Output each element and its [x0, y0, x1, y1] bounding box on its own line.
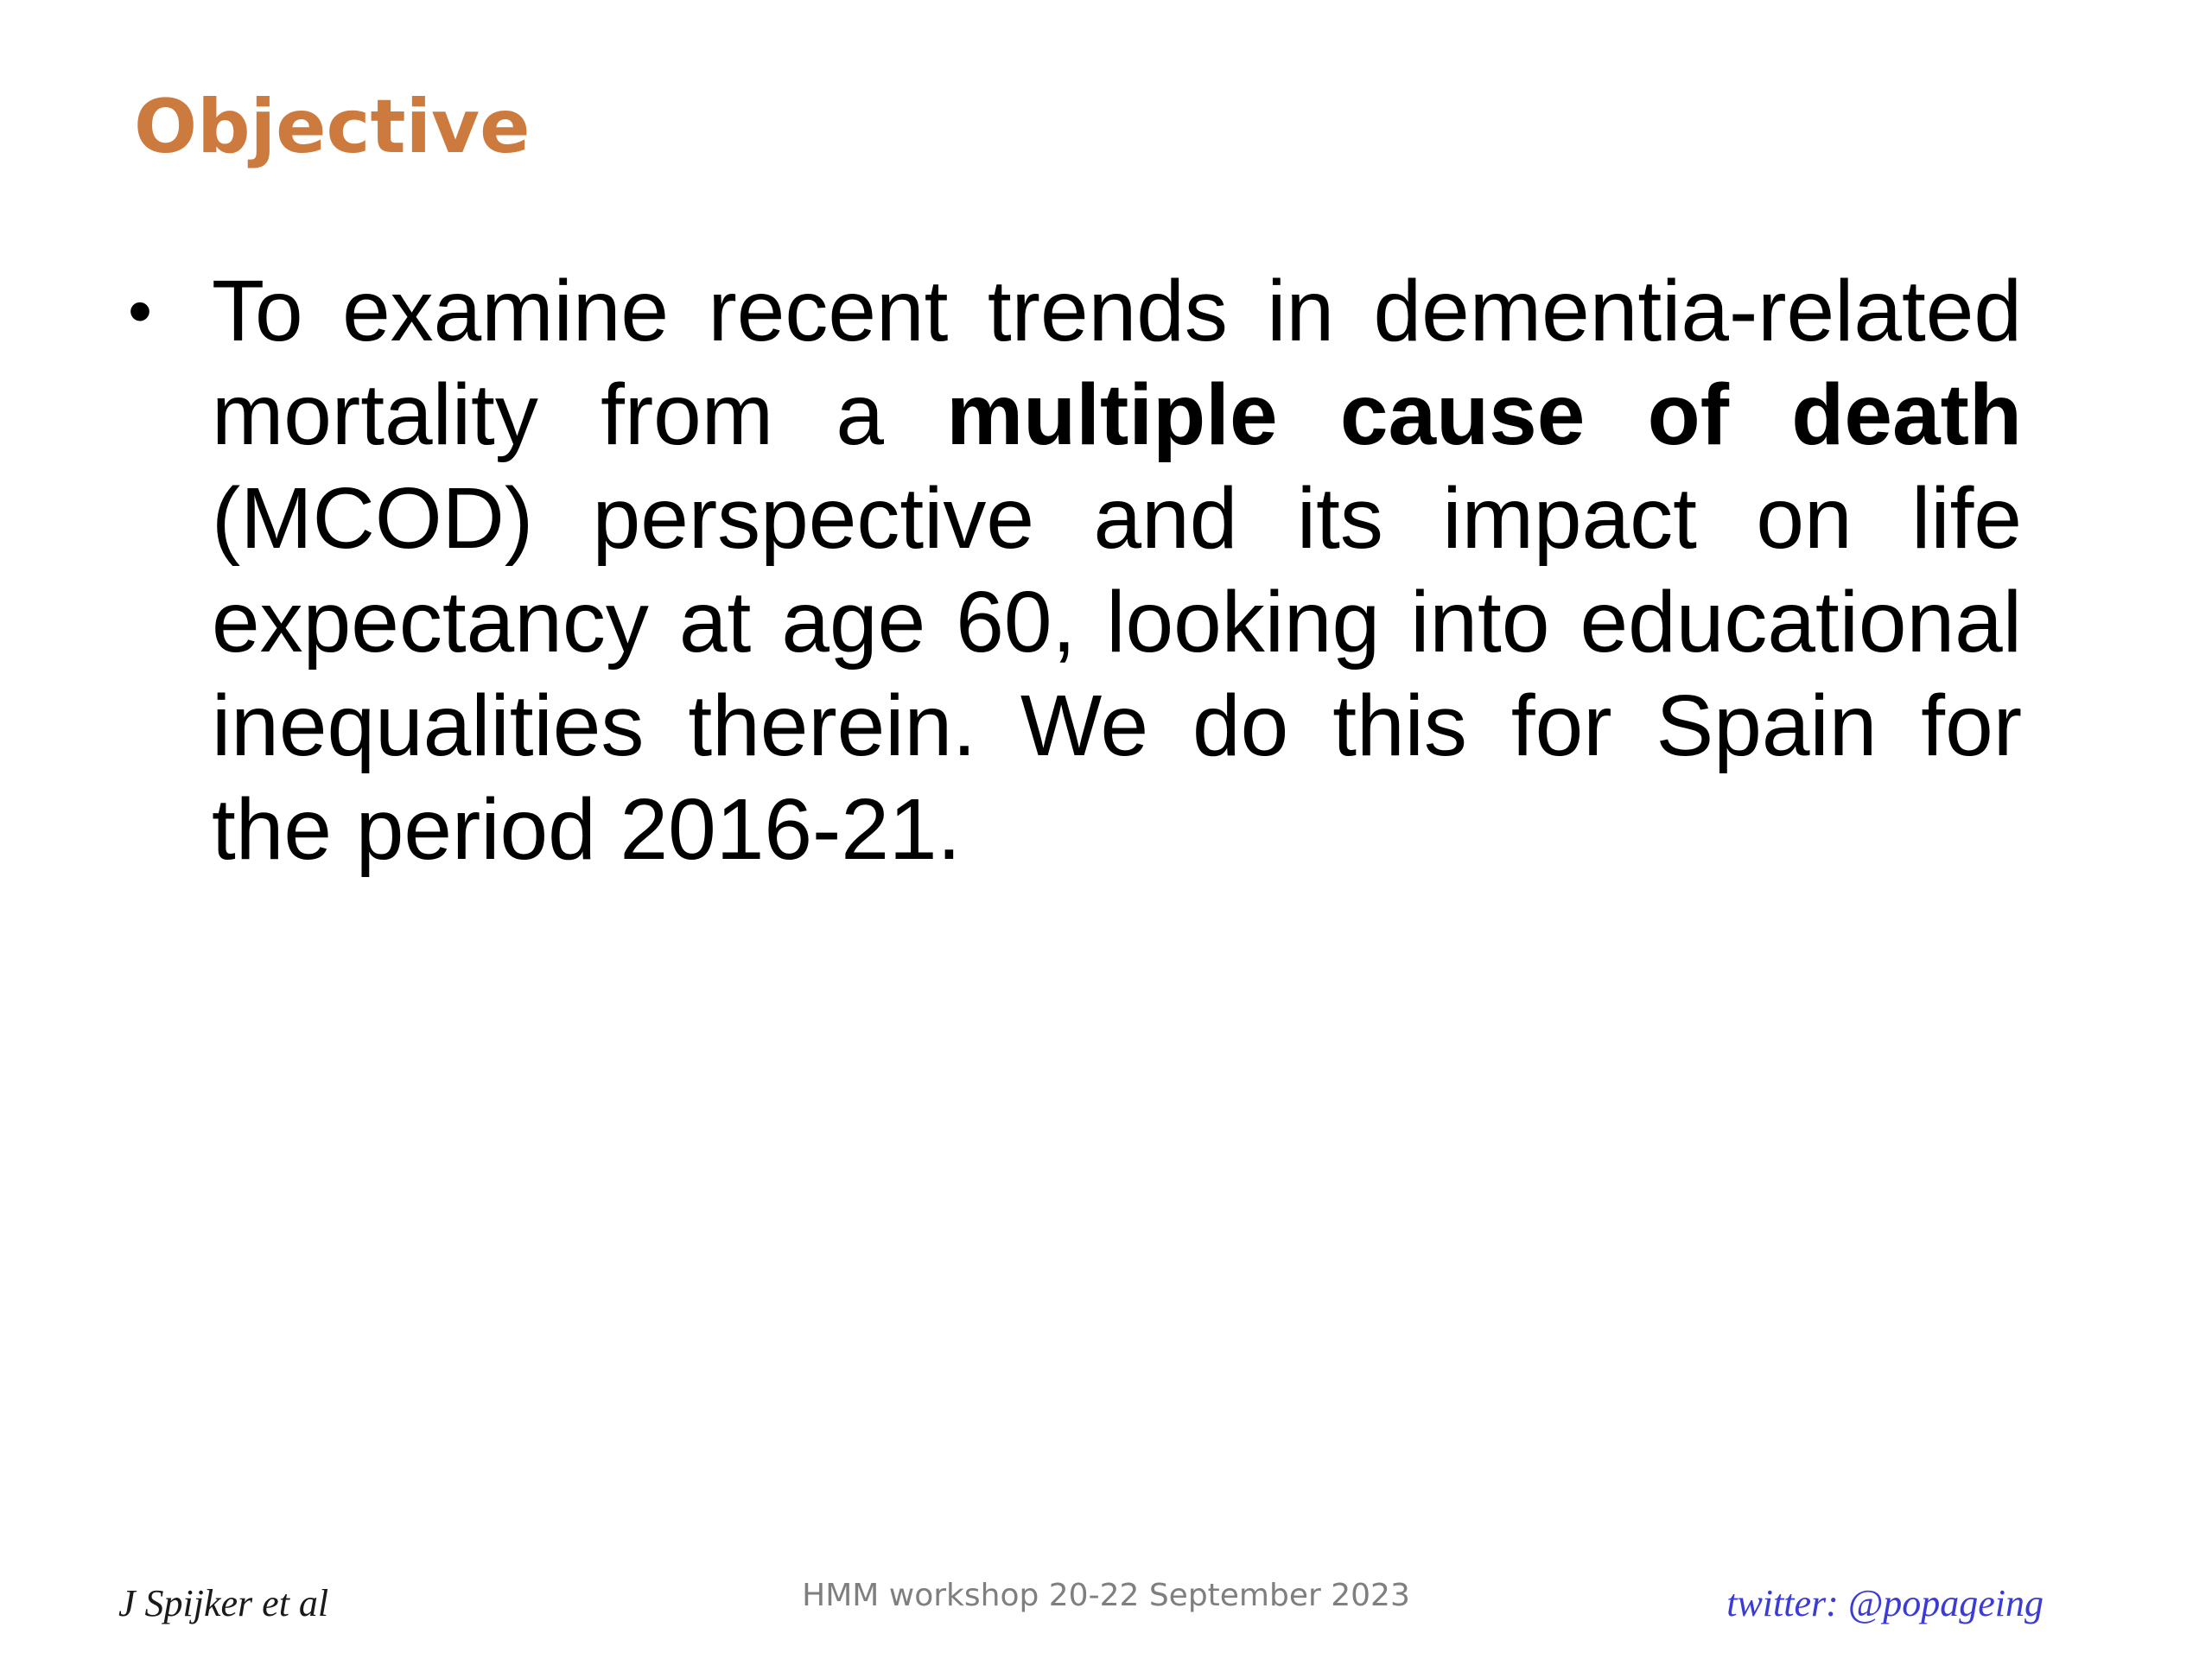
footer-twitter: twitter: @popageing — [1726, 1582, 2044, 1624]
bullet-text-bold: multiple cause of death — [946, 366, 2022, 463]
bullet-text-start: To examine recent trends in dementia-related mortality from a — [212, 263, 2022, 463]
bullet-list — [121, 259, 2022, 881]
slide-title: Objective — [134, 84, 531, 170]
bullet-item — [121, 259, 2022, 881]
footer-author: J Spijker et al — [118, 1582, 329, 1624]
footer-event: HMM workshop 20-22 September 2023 — [802, 1578, 1410, 1613]
bullet-text-end: (MCOD) perspective and its impact on life expectancy at age 60, looking into educational inequalities therein. We do this for Spain for the period 2016-21. — [212, 470, 2022, 878]
bullet-marker: • — [128, 272, 153, 349]
